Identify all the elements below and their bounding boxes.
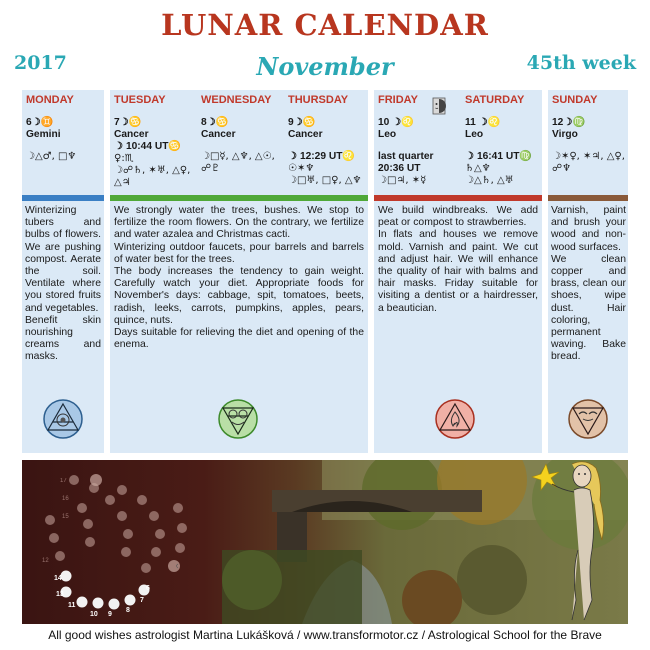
- moon-day-label: 12: [42, 558, 49, 564]
- earth-days-advice: We strongly water the trees, bushes. We stop to fertilize the room flowers. On the contrary, we fertilize and water azalea and Christmas cacti. Winterizing outdoor faucets, pour barrels and barrels of water best for the trees. The body increases the tendency to gain weight. Carefully watch your diet. Appropriate foods for November's days: cabbage, spit, tomatoes, beets, radish, leeks, carrots, pumpkins, apples, pears, quince, nuts. Days suitable for relieving the diet and opening of the enema.: [114, 205, 364, 351]
- day-date: 11 ☽♌: [465, 117, 501, 128]
- moon-day-label: 8: [126, 607, 130, 614]
- day-event: last quarter 20:36 UT: [378, 151, 434, 174]
- day-date: 9☽♋: [288, 117, 316, 128]
- day-sign: Virgo: [552, 129, 578, 140]
- day-date: 7☽♋: [114, 117, 142, 128]
- last-quarter-moon-icon: [432, 97, 446, 115]
- water-days-advice: Varnish, paint and brush your wood and non-wood surfaces. We clean copper and brass, clean our shoes, wipe dust. Hair coloring, permanent waving. Bake bread.: [551, 205, 626, 363]
- day-info-tuesday: [114, 117, 200, 189]
- year-label: 2017: [14, 52, 67, 74]
- moon-day-label: 13: [56, 591, 64, 598]
- day-heading-tuesday: TUESDAY: [114, 94, 166, 106]
- day-aspects: ☽□♃, ✶☿: [378, 175, 427, 186]
- earth-element-bar: [110, 195, 368, 201]
- water-element-emblem-icon: [567, 398, 609, 440]
- day-info-wednesday: [201, 117, 287, 175]
- day-heading-thursday: THURSDAY: [288, 94, 349, 106]
- day-aspects: ♄△♆ ☽△♄, △♅: [465, 163, 514, 186]
- air-days-advice: Winterizing tubers and bulbs of flowers. We are pushing compost. Aerate the soil. Ventilate where you stored fruits and vegetables. Benefit skin nourishing creams and masks.: [25, 205, 101, 363]
- fire-days-advice: We build windbreaks. We add peat or compost to strawberries. In flats and houses we remove mold. Varnish and paint. We cut and adjust hair. We will enhance the quality of hair with balms and hair masks. Friday suitable for visiting a dentist or a hairdresser, a beautician.: [378, 205, 538, 314]
- day-event: ☽ 12:29 UT♌: [288, 151, 356, 162]
- day-info-thursday: [288, 117, 368, 187]
- day-aspects: ☽□☿, △♆, △☉, ☍♇: [201, 151, 275, 174]
- day-info-sunday: [552, 117, 628, 175]
- day-heading-friday: FRIDAY: [378, 94, 418, 106]
- day-date: 10 ☽♌: [378, 117, 414, 128]
- day-aspects: ♀:♏ ☽☍♄, ✶♅, △♀, △♃: [114, 153, 191, 188]
- day-sign: Leo: [378, 129, 397, 140]
- water-element-bar: [548, 195, 628, 201]
- day-event: ☽ 10:44 UT♋: [114, 141, 182, 152]
- footer-credits: All good wishes astrologist Martina Lukášková / www.transformotor.cz / Astrological School for the Brave: [48, 628, 602, 642]
- day-date: 8☽♋: [201, 117, 229, 128]
- day-heading-monday: MONDAY: [26, 94, 74, 106]
- moon-day-label: 7: [140, 597, 144, 604]
- moon-day-label: 15: [62, 514, 69, 520]
- moon-day-label: 6: [146, 585, 150, 592]
- air-element-bar: [22, 195, 104, 201]
- page-title: LUNAR CALENDAR: [161, 8, 489, 42]
- day-heading-sunday: SUNDAY: [552, 94, 598, 106]
- day-date: 12☽♍: [552, 117, 586, 128]
- moon-day-label: 9: [108, 611, 112, 618]
- moon-day-label: 16: [62, 496, 69, 502]
- day-sign: Cancer: [201, 129, 236, 140]
- day-heading-saturday: SATURDAY: [465, 94, 525, 106]
- moon-day-label: 14: [54, 575, 62, 582]
- day-sign: Cancer: [114, 129, 149, 140]
- earth-element-emblem-icon: [217, 398, 259, 440]
- day-sign: Cancer: [288, 129, 323, 140]
- fire-element-bar: [374, 195, 542, 201]
- day-heading-wednesday: WEDNESDAY: [201, 94, 272, 106]
- day-sign: Leo: [465, 129, 484, 140]
- day-sign: Gemini: [26, 129, 61, 140]
- day-info-monday: [26, 117, 104, 163]
- day-aspects: ☽△♂, □♆: [26, 151, 77, 162]
- day-date: 6☽♊: [26, 117, 54, 128]
- day-info-friday: [378, 117, 458, 187]
- day-aspects: ☉✶♆ ☽□♅, □♀, △♆: [288, 163, 362, 186]
- moon-day-label: 10: [90, 611, 98, 618]
- day-info-saturday: [465, 117, 545, 187]
- day-event: ☽ 16:41 UT♍: [465, 151, 533, 162]
- week-label: 45th week: [526, 52, 636, 74]
- forest-bridge-photo: [22, 460, 628, 624]
- moon-phase-spiral: [22, 460, 222, 624]
- month-label: November: [256, 52, 394, 81]
- nude-figure-illustration-icon: [522, 460, 628, 624]
- day-aspects: ☽✶♀, ✶♃, △♀, ☍♆: [552, 151, 625, 174]
- moon-day-label: 11: [68, 602, 76, 609]
- moon-day-label: 17: [60, 478, 67, 484]
- fire-element-emblem-icon: [434, 398, 476, 440]
- air-element-emblem-icon: [42, 398, 84, 440]
